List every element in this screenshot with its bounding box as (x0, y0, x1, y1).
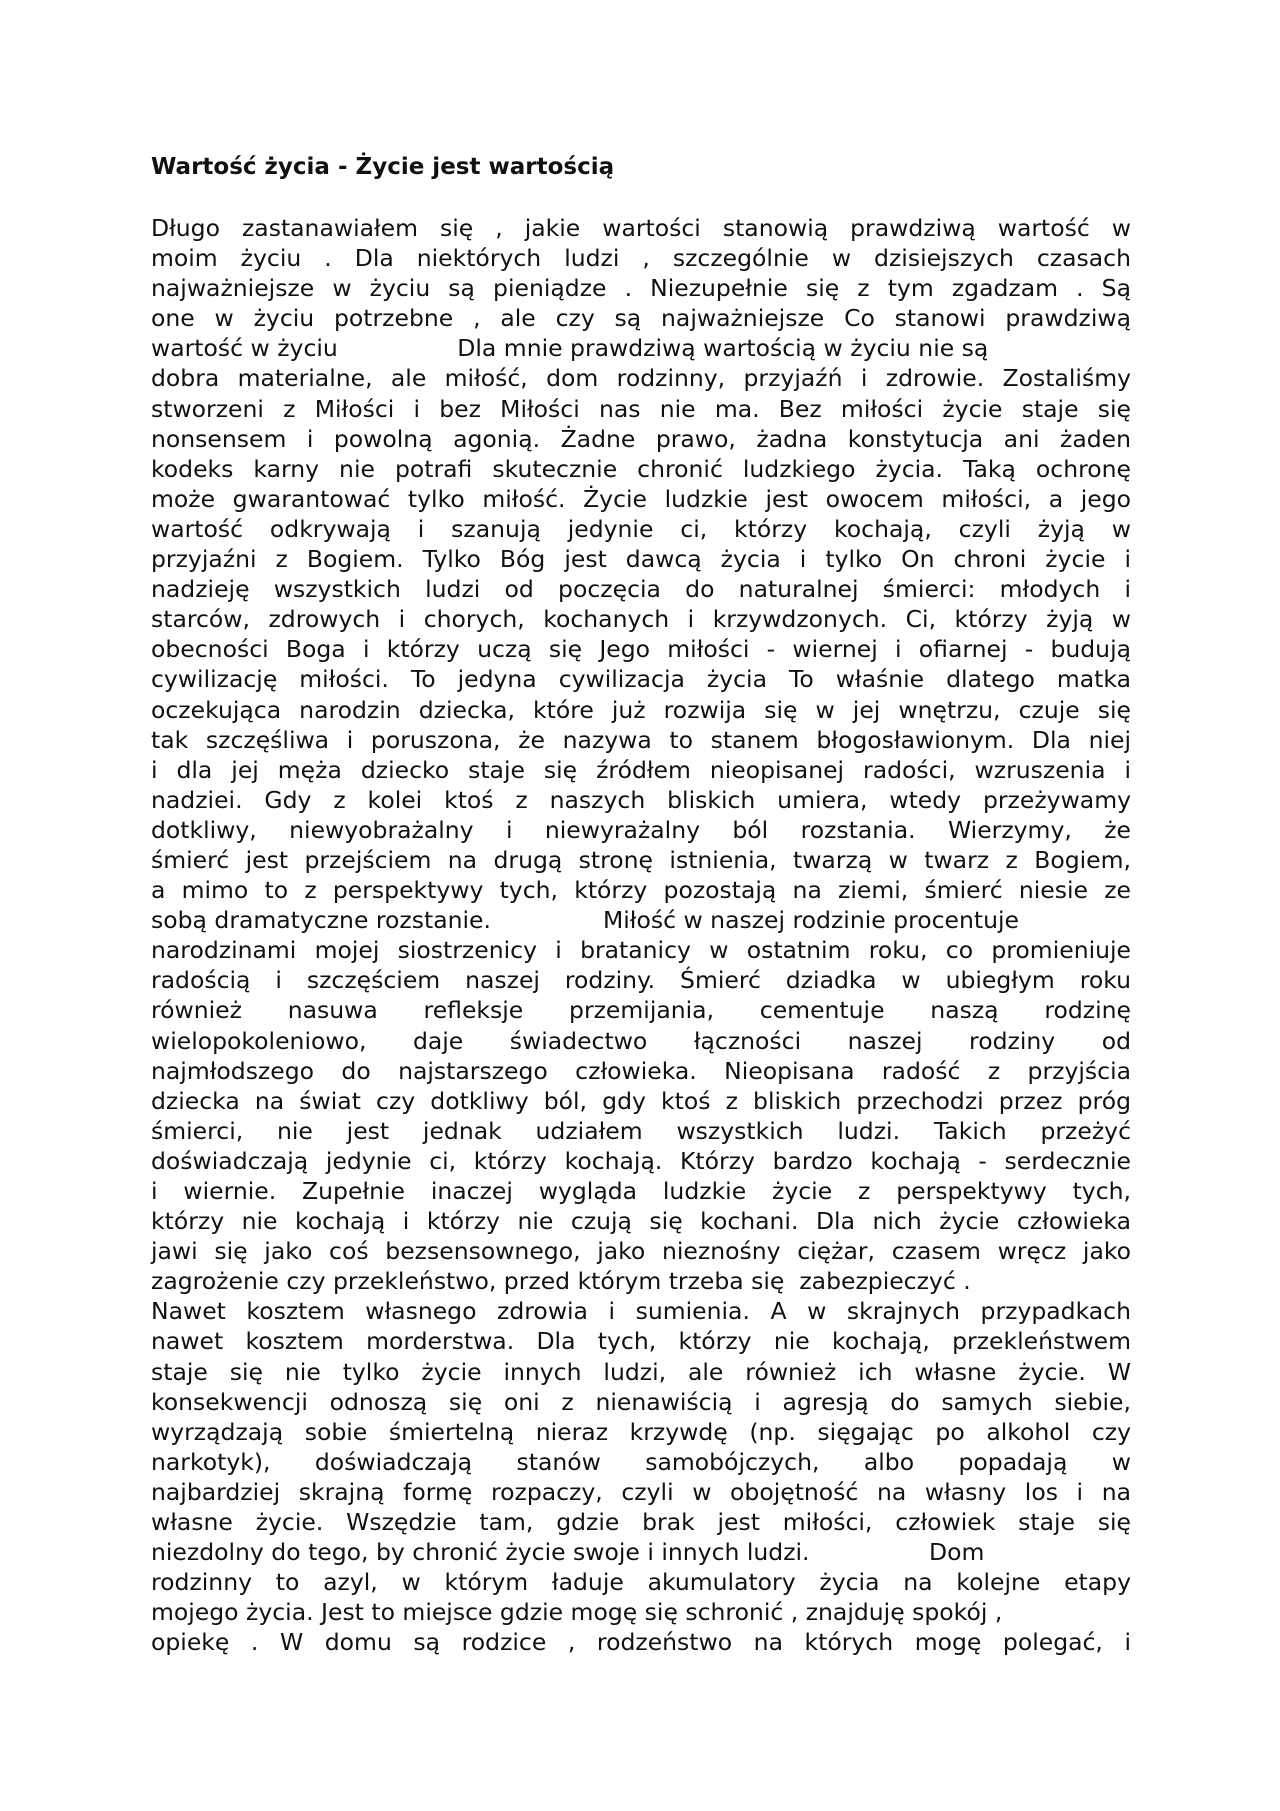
body-line: najmłodszego do najstarszego człowieka. Nieopisana radość z przyjścia (151, 1056, 1131, 1085)
body-line: i dla jej męża dziecko staje się źródłem nieopisanej radości, wzruszenia i (151, 755, 1131, 784)
body-line: najbardziej skrajną formę rozpaczy, czyli w obojętność na własny los i na (151, 1477, 1131, 1506)
body-line: Nawet kosztem własnego zdrowia i sumienia. A w skrajnych przypadkach (151, 1297, 1131, 1326)
body-line: i wiernie. Zupełnie inaczej wygląda ludzkie życie z perspektywy tych, (151, 1177, 1131, 1205)
body-line: doświadczają jedynie ci, którzy kochają. Którzy bardzo kochają - serdecznie (151, 1146, 1131, 1175)
document-title: Wartość życia - Życie jest wartością (151, 154, 615, 180)
body-line: rodzinny to azyl, w którym ładuje akumulatory życia na kolejne etapy (151, 1568, 1131, 1597)
body-line: wielopokoleniowo, daje świadectwo łączności naszej rodziny od (151, 1026, 1131, 1055)
body-line: najważniejsze w życiu są pieniądze . Niezupełnie się z tym zgadzam . Są (151, 274, 1131, 303)
body-line: staje się nie tylko życie innych ludzi, ale również ich własne życie. W (151, 1357, 1131, 1386)
body-line: konsekwencji odnoszą się oni z nienawiścią i agresją do samych siebie, (151, 1387, 1131, 1416)
body-line: starców, zdrowych i chorych, kochanych i krzywdzonych. Ci, którzy żyją w (151, 605, 1131, 634)
body-line: sobą dramatyczne rozstanie. Miłość w naszej rodzinie procentuje (151, 906, 1019, 935)
body-line: opiekę . W domu są rodzice , rodzeństwo na których mogę polegać, i (151, 1628, 1131, 1657)
body-line: śmierci, nie jest jednak udziałem wszystkich ludzi. Takich przeżyć (151, 1116, 1131, 1145)
body-line: mojego życia. Jest to miejsce gdzie mogę się schronić , znajduję spokój , (151, 1598, 1003, 1627)
body-line: wartość odkrywają i szanują jedynie ci, którzy kochają, czyli żyją w (151, 514, 1131, 543)
body-line: tak szczęśliwa i poruszona, że nazywa to stanem błogosławionym. Dla niej (151, 725, 1131, 754)
body-line: dobra materialne, ale miłość, dom rodzinny, przyjaźń i zdrowie. Zostaliśmy (151, 364, 1131, 393)
body-line: narodzinami mojej siostrzenicy i bratanicy w ostatnim roku, co promieniuje (151, 936, 1131, 965)
body-line: Długo zastanawiałem się , jakie wartości stanowią prawdziwą wartość w (151, 214, 1131, 242)
body-line: może gwarantować tylko miłość. Życie ludzkie jest owocem miłości, a jego (151, 484, 1131, 513)
body-line: niezdolny do tego, by chronić życie swoje i innych ludzi. Dom (151, 1538, 985, 1567)
body-line: wyrządzają sobie śmiertelną nieraz krzywdę (np. sięgając po alkohol czy (151, 1417, 1131, 1446)
body-line: przyjaźni z Bogiem. Tylko Bóg jest dawcą życia i tylko On chroni życie i (151, 545, 1131, 574)
body-line: a mimo to z perspektywy tych, którzy pozostają na ziemi, śmierć niesie ze (151, 876, 1131, 905)
body-line: kodeks karny nie potrafi skutecznie chronić ludzkiego życia. Taką ochronę (151, 454, 1131, 483)
body-line: stworzeni z Miłości i bez Miłości nas nie ma. Bez miłości życie staje się (151, 394, 1131, 423)
body-line: nadziei. Gdy z kolei ktoś z naszych bliskich umiera, wtedy przeżywamy (151, 785, 1131, 814)
body-line: wartość w życiu Dla mnie prawdziwą wartością w życiu nie są (151, 334, 989, 363)
body-line: cywilizację miłości. To jedyna cywilizacja życia To właśnie dlatego matka (151, 665, 1131, 694)
body-line: zagrożenie czy przekleństwo, przed którym trzeba się zabezpieczyć . (151, 1267, 971, 1296)
body-line: obecności Boga i którzy uczą się Jego miłości - wiernej i ofiarnej - budują (151, 635, 1131, 664)
body-line: śmierć jest przejściem na drugą stronę istnienia, twarzą w twarz z Bogiem, (151, 845, 1131, 874)
body-line: radością i szczęściem naszej rodziny. Śmierć dziadka w ubiegłym roku (151, 966, 1131, 995)
body-line: nonsensem i powolną agonią. Żadne prawo, żadna konstytucja ani żaden (151, 424, 1131, 453)
body-line: również nasuwa refleksje przemijania, cementuje naszą rodzinę (151, 996, 1131, 1025)
body-line: narkotyk), doświadczają stanów samobójczych, albo popadają w (151, 1447, 1131, 1476)
body-line: którzy nie kochają i którzy nie czują się kochani. Dla nich życie człowieka (151, 1207, 1131, 1236)
document-body (151, 213, 1131, 1658)
body-line: one w życiu potrzebne , ale czy są najważniejsze Co stanowi prawdziwą (151, 304, 1131, 333)
body-line: moim życiu . Dla niektórych ludzi , szczególnie w dzisiejszych czasach (151, 244, 1131, 273)
body-line: dziecka na świat czy dotkliwy ból, gdy ktoś z bliskich przechodzi przez próg (151, 1086, 1131, 1115)
body-line: jawi się jako coś bezsensownego, jako nieznośny ciężar, czasem wręcz jako (151, 1237, 1131, 1266)
body-line: dotkliwy, niewyobrażalny i niewyrażalny ból rozstania. Wierzymy, że (151, 815, 1131, 844)
body-line: nawet kosztem morderstwa. Dla tych, którzy nie kochają, przekleństwem (151, 1327, 1131, 1356)
body-line: nadzieję wszystkich ludzi od poczęcia do naturalnej śmierci: młodych i (151, 575, 1131, 604)
body-line: własne życie. Wszędzie tam, gdzie brak jest miłości, człowiek staje się (151, 1508, 1131, 1537)
body-line: oczekująca narodzin dziecka, które już rozwija się w jej wnętrzu, czuje się (151, 695, 1131, 724)
